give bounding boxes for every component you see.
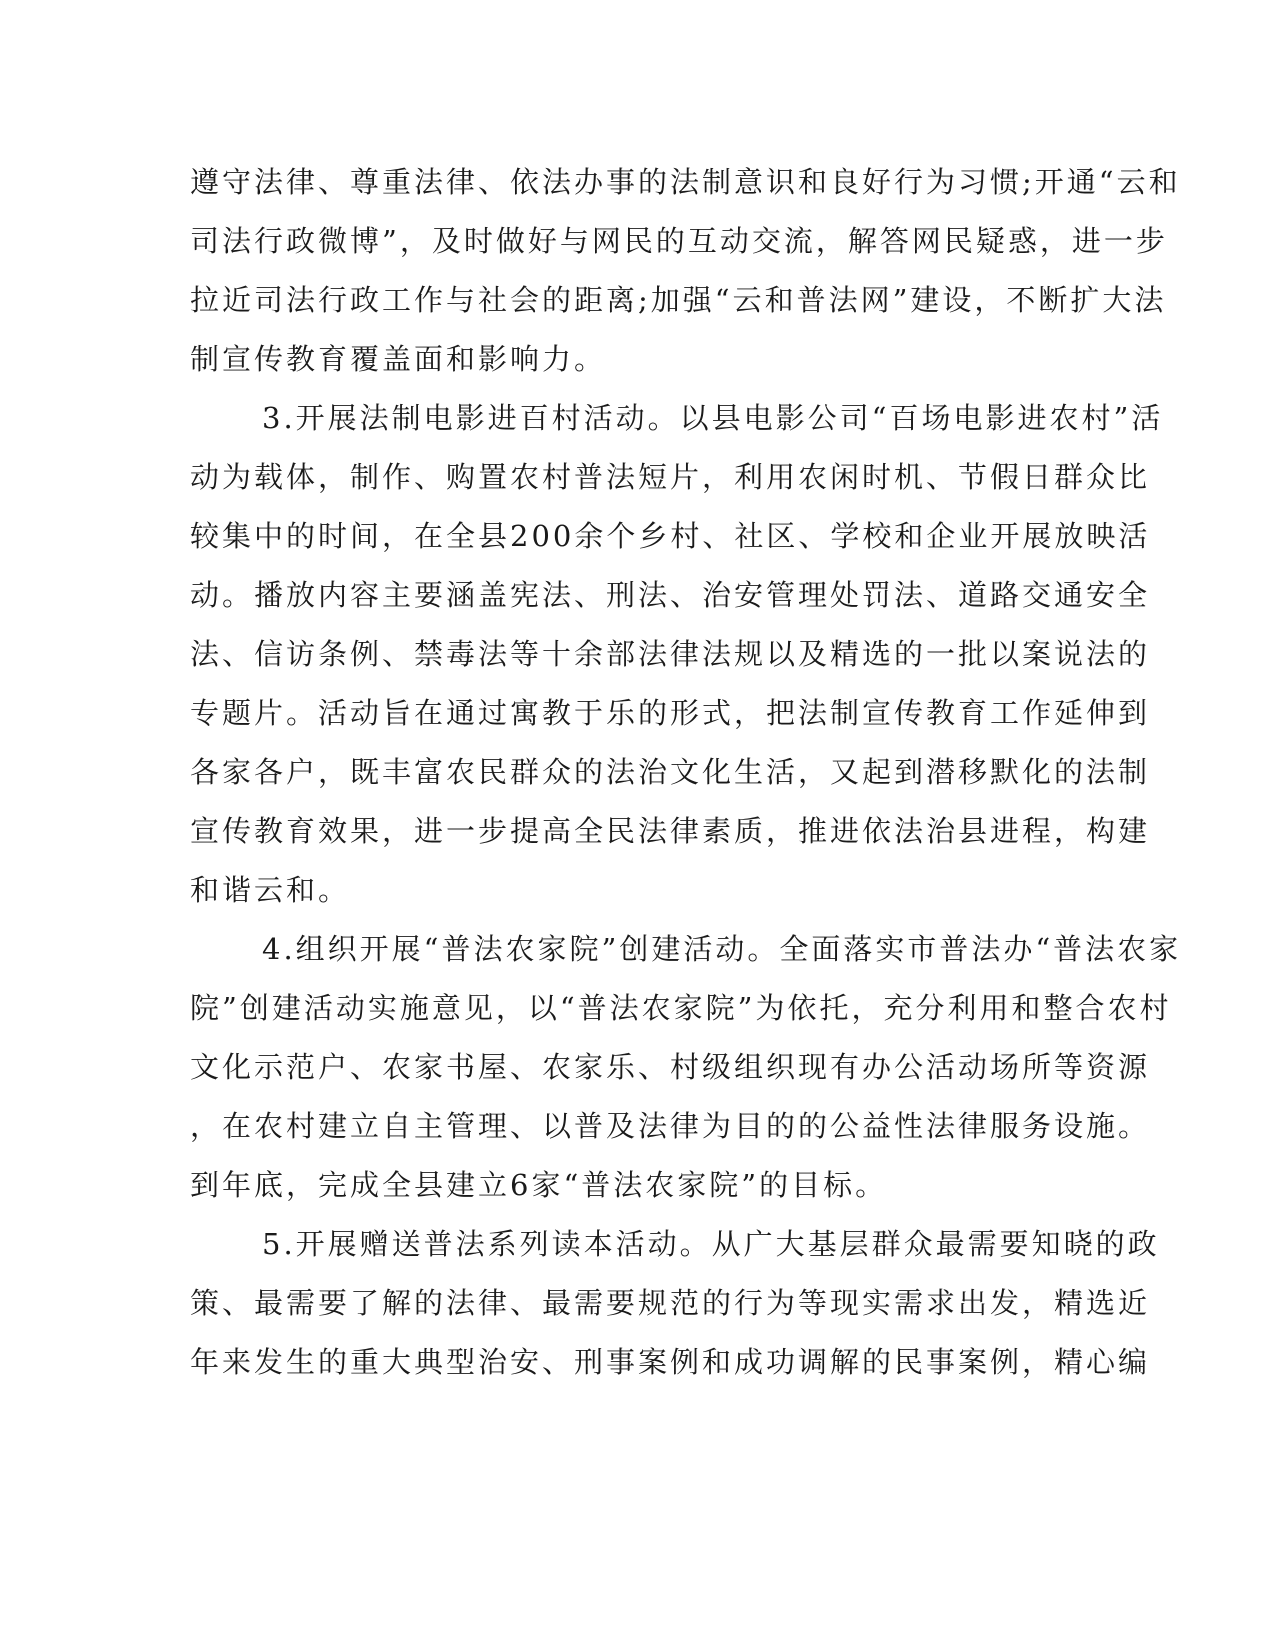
text-line: 宣传教育效果，进一步提高全民法律素质，推进依法治县进程，构建 [190,814,1151,848]
text-line: 较集中的时间，在全县200余个乡村、社区、学校和企业开展放映活 [190,519,1151,553]
text-line: 到年底，完成全县建立6家“普法农家院”的目标。 [190,1168,888,1202]
text-line: 遵守法律、尊重法律、依法办事的法制意识和良好行为习惯;开通“云和 [190,165,1181,199]
paragraph-4-first-line: 4.组织开展“普法农家院”创建活动。全面落实市普法办“普法农家 [262,932,1182,966]
paragraph-3-first-line: 3.开展法制电影进百村活动。以县电影公司“百场电影进农村”活 [262,401,1164,435]
text-line: 司法行政微博”，及时做好与网民的互动交流，解答网民疑惑，进一步 [190,224,1168,258]
text-line: 各家各户，既丰富农民群众的法治文化生活，又起到潜移默化的法制 [190,755,1151,789]
text-line: 策、最需要了解的法律、最需要规范的行为等现实需求出发，精选近 [190,1286,1151,1320]
text-line: 制宣传教育覆盖面和影响力。 [190,342,607,376]
text-line: 院”创建活动实施意见，以“普法农家院”为依托，充分利用和整合农村 [190,991,1172,1025]
text-line: 和谐云和。 [190,873,351,907]
text-line: ，在农村建立自主管理、以普及法律为目的的公益性法律服务设施。 [190,1109,1151,1143]
text-line: 文化示范户、农家书屋、农家乐、村级组织现有办公活动场所等资源 [190,1050,1151,1084]
text-line: 年来发生的重大典型治安、刑事案例和成功调解的民事案例，精心编 [190,1345,1151,1379]
text-line: 专题片。活动旨在通过寓教于乐的形式，把法制宣传教育工作延伸到 [190,696,1151,730]
text-line: 动为载体，制作、购置农村普法短片，利用农闲时机、节假日群众比 [190,460,1151,494]
paragraph-5-first-line: 5.开展赠送普法系列读本活动。从广大基层群众最需要知晓的政 [262,1227,1160,1261]
text-line: 法、信访条例、禁毒法等十余部法律法规以及精选的一批以案说法的 [190,637,1151,671]
text-line: 动。播放内容主要涵盖宪法、刑法、治安管理处罚法、道路交通安全 [190,578,1151,612]
text-line: 拉近司法行政工作与社会的距离;加强“云和普法网”建设，不断扩大法 [190,283,1167,317]
